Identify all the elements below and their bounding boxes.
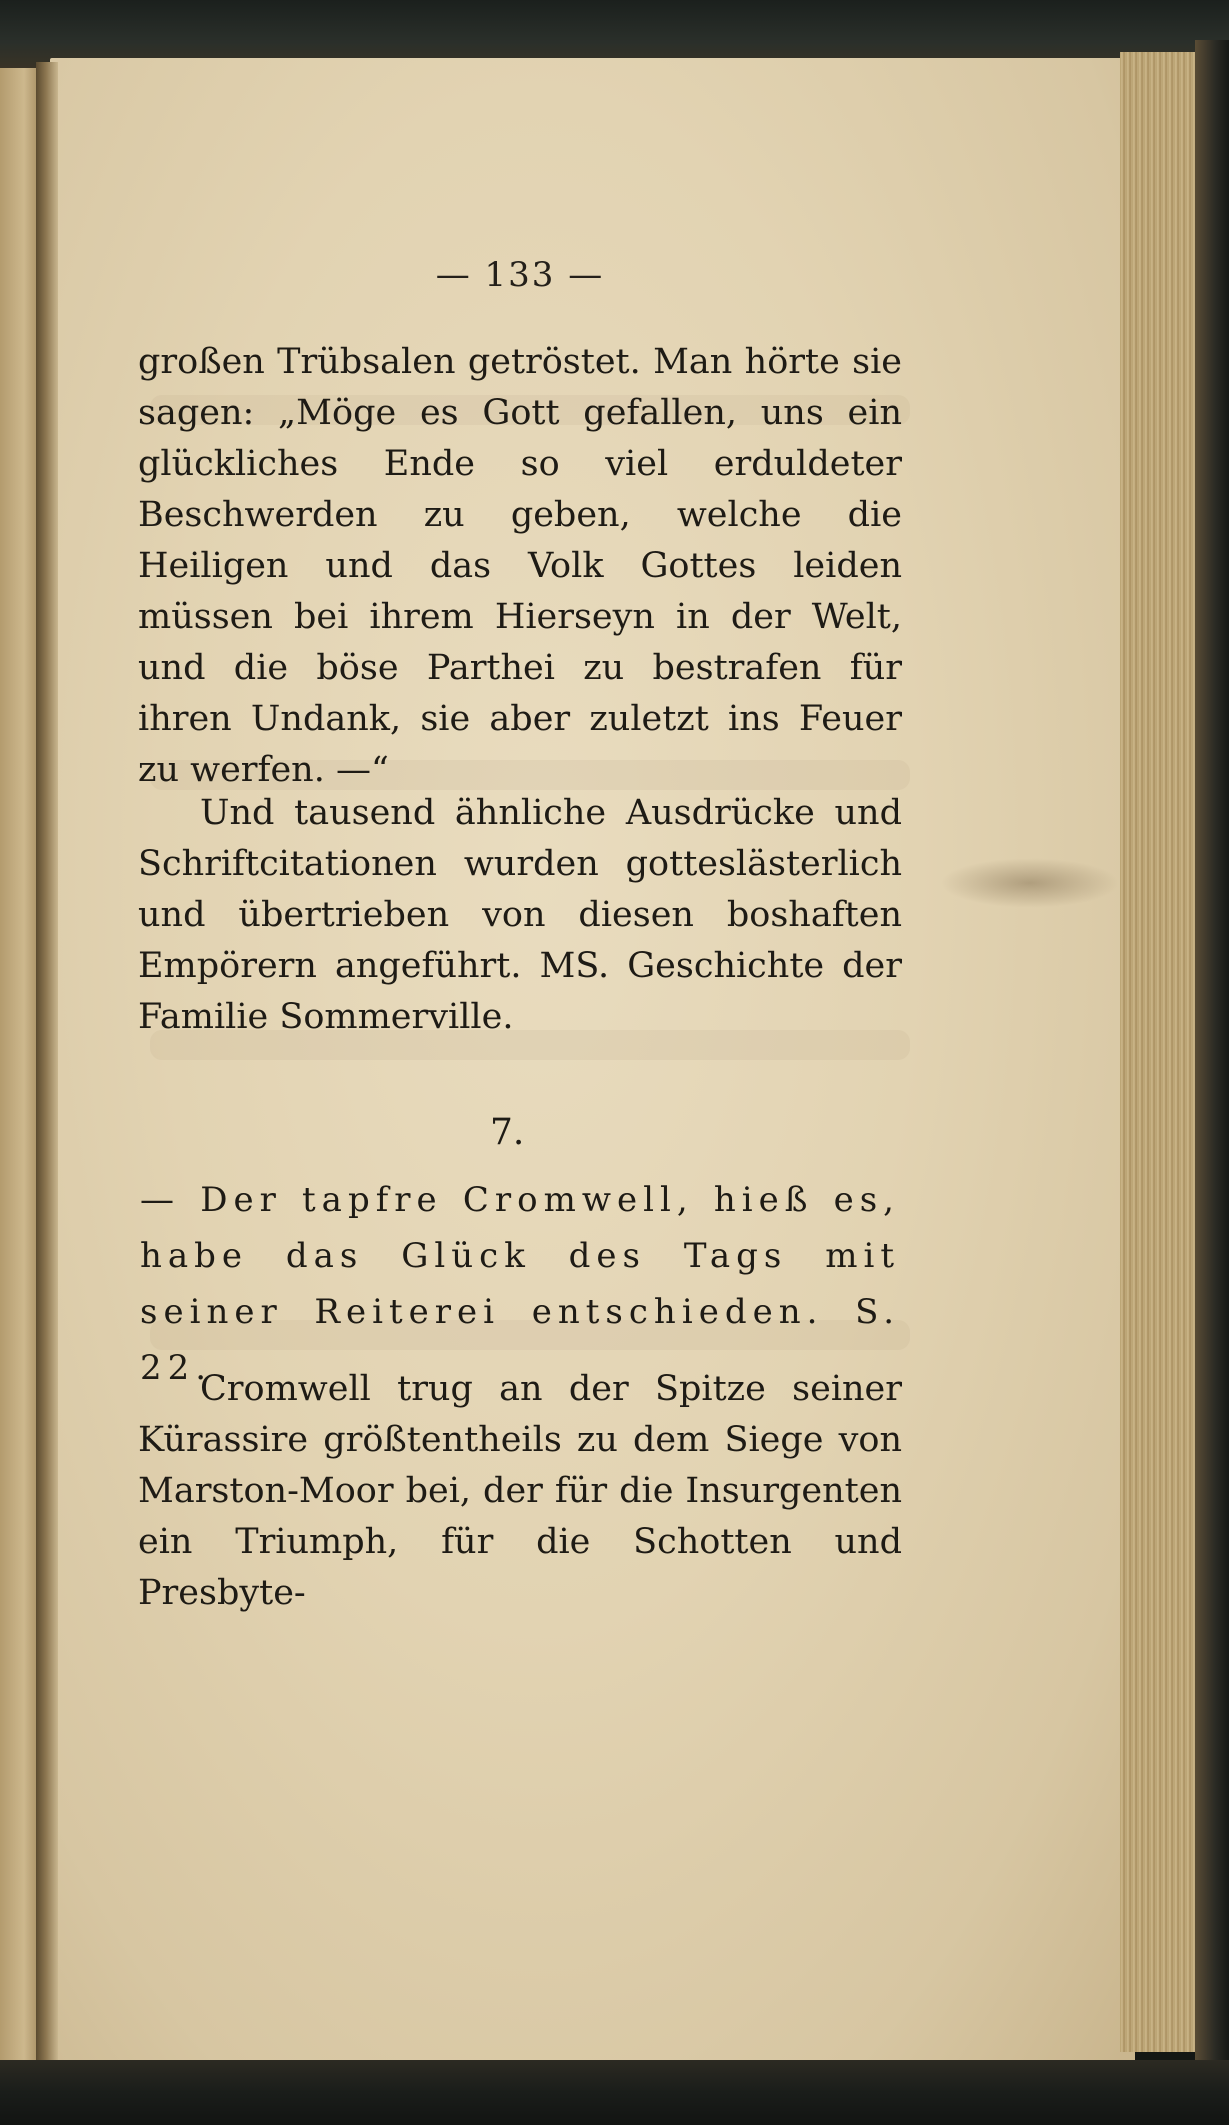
book-cover-bottom: [0, 2060, 1229, 2125]
section-number: 7.: [490, 1112, 525, 1153]
binding-shadow: [1195, 40, 1229, 2070]
paper-stain: [940, 858, 1120, 908]
spaced-quote: — Der tapfre Cromwell, hieß es, habe das Glück des Tags mit seiner Reiterei entschieden. S. 22.: [140, 1180, 900, 1388]
paragraph-quote-prayer: großen Trübsalen getröstet. Man hörte sie sagen: „Möge es Gott gefallen, uns ein glückliches Ende so viel erduldeter Beschwerden zu geben, welche die Heiligen und das Volk Gottes leiden müssen bei ihrem Hierseyn in der Welt, und die böse Parthei zu bestrafen für ihren Undank, sie aber zuletzt ins Feuer zu werfen. —“: [138, 342, 902, 790]
page-edges: [1120, 52, 1201, 2052]
paragraph-cromwell: Cromwell trug an der Spitze seiner Kürassire größtentheils zu dem Siege von Marston-Moor bei, der für die Insurgenten ein Triumph, für die Schotten und Presbyte-: [138, 1369, 902, 1613]
paragraph-citation: Und tausend ähnliche Ausdrücke und Schriftcitationen wurden gotteslästerlich und übertrieben von diesen boshaften Empörern angeführt. MS. Geschichte der Familie Sommerville.: [138, 793, 902, 1037]
facing-page-edge: [0, 68, 40, 2063]
page-number: — 133 —: [435, 255, 605, 295]
page-gutter: [36, 62, 58, 2062]
